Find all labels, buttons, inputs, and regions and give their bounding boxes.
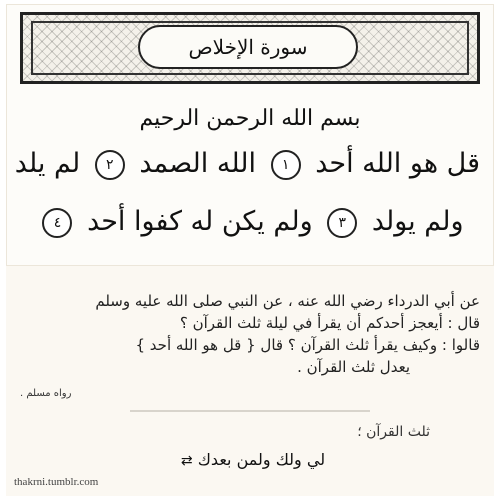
basmala: بسم الله الرحمن الرحيم: [139, 106, 361, 131]
verse-4-text: ولم يكن له كفوا أحد: [87, 206, 313, 237]
verse-line-1: [14, 148, 480, 180]
verse-3-text-end: ولم يولد: [371, 206, 464, 237]
hadith-line-4: يعدل ثلث القرآن .: [297, 358, 410, 376]
footer-message-text: لي ولك ولمن بعدك: [197, 450, 326, 469]
surah-title-frame: [138, 25, 358, 69]
verse-line-2: [20, 206, 480, 238]
hadith-line-2: قال : أيعجز أحدكم أن يقرأ في ليلة ثلث القرآن ؟: [179, 314, 480, 332]
footer-message: [130, 450, 370, 469]
footer-note: ثلث القرآن ؛: [357, 424, 430, 440]
verse-1-text: قل هو الله أحد: [315, 148, 480, 179]
verse-2-text: الله الصمد: [139, 148, 257, 179]
ayah-number-1: ١: [271, 150, 301, 180]
ayah-number-3: ٣: [327, 208, 357, 238]
hadith-line-1: عن أبي الدرداء رضي الله عنه ، عن النبي صلى الله عليه وسلم: [95, 292, 480, 310]
verse-3-text-start: لم يلد: [14, 148, 81, 179]
hadith-text: [20, 290, 480, 378]
hadith-line-3: قالوا : وكيف يقرأ ثلث القرآن ؟ قال { قل هو الله أحد }: [135, 336, 480, 354]
divider: [130, 410, 370, 412]
ayah-number-2: ٢: [95, 150, 125, 180]
surah-title: سورة الإخلاص: [188, 35, 308, 59]
ornamental-header: [20, 12, 480, 84]
hadith-source: رواه مسلم .: [20, 388, 72, 399]
watermark-link[interactable]: thakrni.tumblr.com: [14, 476, 99, 488]
ayah-number-4: ٤: [42, 208, 72, 238]
repost-icon[interactable]: ⇄: [180, 453, 193, 469]
